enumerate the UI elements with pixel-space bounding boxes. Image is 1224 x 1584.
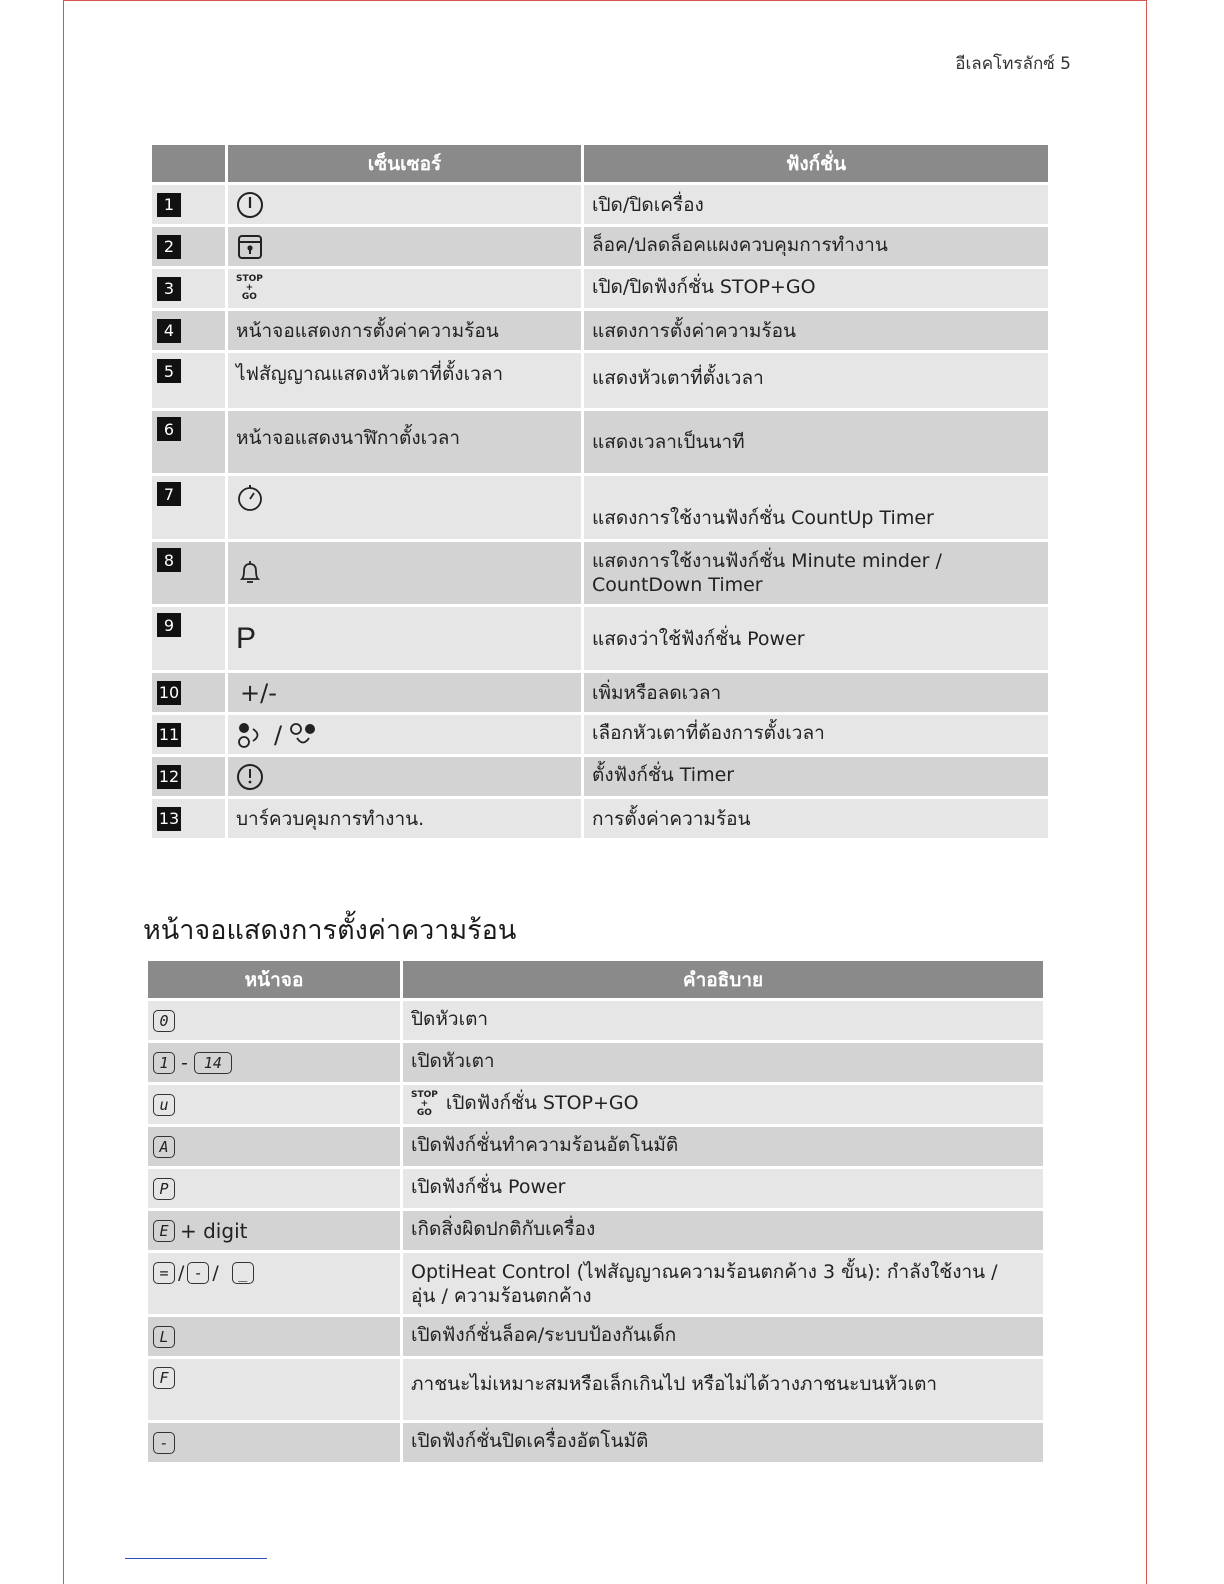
description-text: เปิดฟังก์ชั่นทำความร้อนอัตโนมัติ [403, 1127, 1043, 1169]
function-text: แสดงเวลาเป็นนาที [584, 411, 1048, 476]
table-row [152, 715, 1048, 757]
row-number: 1 [157, 193, 181, 217]
table-row [152, 476, 1048, 542]
sensor-text: บาร์ควบคุมการทำงาน. [228, 799, 584, 841]
footer-rule [125, 1558, 267, 1559]
header-empty [152, 145, 228, 185]
header-sensor: เซ็นเซอร์ [228, 145, 584, 185]
table-row [148, 1043, 1043, 1085]
display-symbol-3: _ [232, 1262, 254, 1284]
description-text: เปิดหัวเตา [403, 1043, 1043, 1085]
function-text: แสดงการใช้งานฟังก์ชั่น Minute minder / [592, 550, 942, 572]
header-function: ฟังก์ชั่น [584, 145, 1048, 185]
power-level-symbol: P [228, 607, 584, 673]
row-number: 6 [157, 417, 181, 441]
table-row [152, 185, 1048, 227]
row-number: 3 [157, 277, 181, 301]
row-number: 13 [157, 807, 181, 831]
display-symbol: 1 [153, 1052, 175, 1074]
display-symbol: u [153, 1094, 175, 1116]
table-row [148, 1317, 1043, 1359]
table-row [152, 353, 1048, 411]
display-separator: - [181, 1051, 188, 1074]
table-row [148, 1211, 1043, 1253]
table-row [148, 1359, 1043, 1423]
display-extra-text: + digit [180, 1218, 248, 1243]
row-number: 9 [157, 613, 181, 637]
function-text-line2: CountDown Timer [592, 574, 763, 596]
display-table-header [148, 961, 1043, 1001]
function-text: เปิด/ปิดเครื่อง [584, 185, 1048, 227]
table-row [148, 1085, 1043, 1127]
function-text: การตั้งค่าความร้อน [584, 799, 1048, 841]
display-symbol: L [153, 1326, 175, 1348]
description-text: เปิดฟังก์ชั่นล็อค/ระบบป้องกันเด็ก [403, 1317, 1043, 1359]
function-text: แสดงการตั้งค่าความร้อน [584, 311, 1048, 353]
stop-go-top: STOP [411, 1090, 438, 1100]
header-description: คำอธิบาย [403, 961, 1043, 1001]
display-symbol: 0 [153, 1010, 175, 1032]
description-text: ปิดหัวเตา [403, 1001, 1043, 1043]
page-border-right [1146, 0, 1147, 1584]
description-text: ภาชนะไม่เหมาะสมหรือเล็กเกินไป หรือไม่ได้วางภาชนะบนหัวเตา [403, 1359, 1043, 1423]
description-text: OptiHeat Control (ไฟสัญญาณความร้อนตกค้าง 3 ขั้น): กำลังใช้งาน / [411, 1260, 998, 1283]
table-row [152, 311, 1048, 353]
stop-go-plus: + [420, 1099, 429, 1109]
row-number: 2 [157, 235, 181, 259]
description-text: เกิดสิ่งผิดปกติกับเครื่อง [403, 1211, 1043, 1253]
function-text: แสดงว่าใช้ฟังก์ชั่น Power [584, 607, 1048, 673]
table-row [152, 542, 1048, 607]
table-row [148, 1253, 1043, 1317]
table-row [152, 269, 1048, 311]
zone-select-separator: / [274, 720, 283, 749]
stop-go-bottom: GO [416, 1108, 432, 1118]
sensor-table [152, 145, 1048, 841]
row-number: 7 [157, 482, 181, 506]
function-text: แสดงหัวเตาที่ตั้งเวลา [584, 353, 1048, 411]
display-symbol: E [153, 1220, 175, 1242]
display-symbol: A [153, 1136, 175, 1158]
stop-go-icon [411, 1091, 438, 1118]
description-text: เปิดฟังก์ชั่นปิดเครื่องอัตโนมัติ [403, 1423, 1043, 1465]
row-number: 10 [157, 681, 181, 705]
sensor-text: หน้าจอแสดงการตั้งค่าความร้อน [228, 311, 584, 353]
display-symbol: P [153, 1178, 175, 1200]
display-symbol: - [153, 1432, 175, 1454]
description-text-block [403, 1253, 1043, 1317]
display-separator-2: / [212, 1262, 219, 1284]
description-text: เปิดฟังก์ชั่น Power [403, 1169, 1043, 1211]
table-row [152, 799, 1048, 841]
display-separator: / [178, 1262, 185, 1284]
table-row [152, 411, 1048, 476]
row-number: 8 [157, 548, 181, 572]
page-header: อีเลคโทรลักซ์ 5 [955, 54, 1071, 74]
description-text: เปิดฟังก์ชั่น STOP+GO [445, 1092, 639, 1114]
display-symbol-2: 14 [194, 1052, 232, 1074]
row-number: 11 [157, 723, 181, 747]
row-number: 4 [157, 319, 181, 343]
row-number: 5 [157, 359, 181, 383]
header-display: หน้าจอ [148, 961, 403, 1001]
display-table [148, 961, 1043, 1465]
function-text: เปิด/ปิดฟังก์ชั่น STOP+GO [584, 269, 1048, 311]
function-text: ตั้งฟังก์ชั่น Timer [584, 757, 1048, 799]
table-row [152, 757, 1048, 799]
table-row [148, 1423, 1043, 1465]
table-row [148, 1001, 1043, 1043]
sensor-text: ไฟสัญญาณแสดงหัวเตาที่ตั้งเวลา [228, 353, 584, 411]
page-border-top [63, 0, 1147, 1]
function-text: ล็อค/ปลดล็อคแผงควบคุมการทำงาน [584, 227, 1048, 269]
section-title: หน้าจอแสดงการตั้งค่าความร้อน [143, 915, 517, 946]
table-row [148, 1169, 1043, 1211]
zone-select-left-icon [236, 720, 268, 750]
display-symbol-2: - [187, 1262, 209, 1284]
sensor-table-header [152, 145, 1048, 185]
function-text-block [584, 542, 1048, 607]
display-symbol: = [153, 1262, 175, 1284]
bell-icon [236, 558, 264, 588]
function-text: เลือกหัวเตาที่ต้องการตั้งเวลา [584, 715, 1048, 757]
power-icon [236, 191, 264, 219]
row-number: 12 [157, 765, 181, 789]
function-text: แสดงการใช้งานฟังก์ชั่น CountUp Timer [584, 476, 1048, 542]
sensor-text: หน้าจอแสดงนาฬิกาตั้งเวลา [228, 411, 584, 476]
stop-go-icon: STOP + GO [236, 274, 263, 302]
timer-icon [236, 763, 264, 791]
table-row [148, 1127, 1043, 1169]
lock-icon [236, 233, 264, 261]
page-border-left [63, 0, 64, 1584]
zone-select-right-icon [288, 720, 320, 750]
plus-minus-symbol: +/- [228, 673, 584, 715]
display-symbol: F [153, 1367, 175, 1389]
table-row [152, 227, 1048, 269]
table-row [152, 673, 1048, 715]
stopwatch-icon [236, 482, 264, 512]
table-row [152, 607, 1048, 673]
function-text: เพิ่มหรือลดเวลา [584, 673, 1048, 715]
description-text-line2: อุ่น / ความร้อนตกค้าง [411, 1284, 592, 1307]
